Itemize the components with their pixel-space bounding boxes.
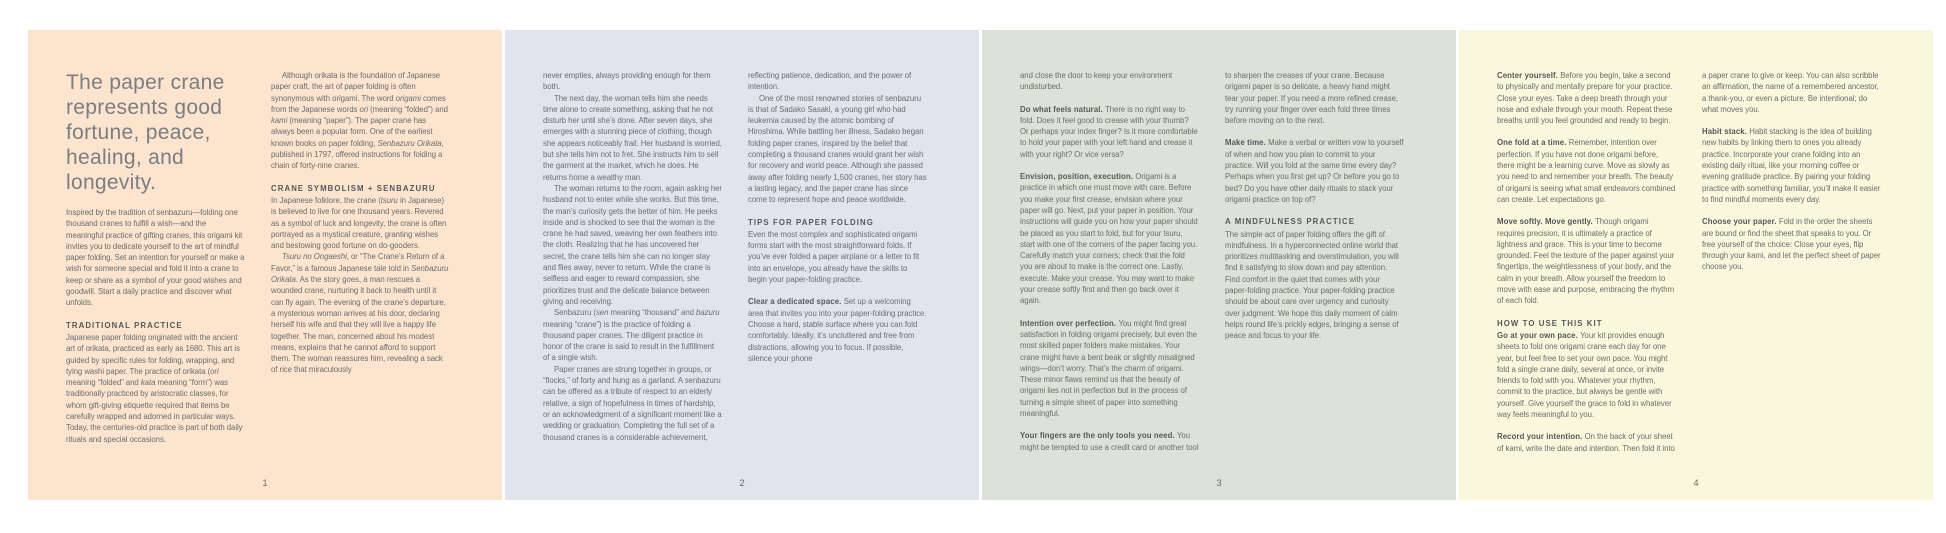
- body-paragraph: Make time. Make a verbal or written vow to yourself of when and how you plan to commit to your practice. Will you fold at the same time every day? Perhaps when you first get up? Or before you go to bed? Do you have other daily rituals to stack your origami practice on top of?: [1225, 138, 1404, 204]
- page-content: [1497, 70, 1881, 464]
- body-paragraph: Intention over perfection. You might find great satisfaction in folding origami precisely, but even the most skilled paper folders make mistakes. Your crane might have a bent beak or slightly misaligned wings—don’t worry. That’s the charm of origami. These minor flaws remind us that the beauty of origami lies not in perfection but in the process of turning a simple sheet of paper into something meaningful.: [1020, 318, 1197, 419]
- body-paragraph: Your fingers are the only tools you need. You might be tempted to use a credit card or another tool to sharpen the creases of your crane. Because origami paper is so delicate, a heavy hand might tear your paper. If you need a more refined crease, try running your finger over each fold three times before moving on to the next.: [1020, 71, 1398, 452]
- body-paragraph: Even the most complex and sophisticated origami forms start with the most straightforward folds. If you’ve ever folded a paper airplane or a letter to fit into an envelope, you already have the skills to begin your paper-folding practice.: [748, 229, 920, 285]
- body-paragraph: One of the most renowned stories of senbazuru is that of Sadako Sasaki, a young girl who had leukemia caused by the atomic bombing of Hiroshima. While battling her illness, Sadako began folding paper cranes, inspired by the belief that completing a thousand cranes would grant her wish for recovery and world peace. Although she passed away after folding nearly 1,500 cranes, her story has a lasting legacy, and the paper crane has since come to represent hope and peace worldwide.: [748, 93, 927, 205]
- body-paragraph: Go at your own pace. Your kit provides enough sheets to fold one origami crane each day for one year, but feel free to set your own pace. You might fold a single crane daily, several at once, or invite friends to fold with you. Whatever your rhythm, commit to the practice, but always be gentle with yourself. Give yourself the grace to fold in whatever way feels meaningful to you.: [1497, 330, 1672, 420]
- body-paragraph: Although orikata is the foundation of Japanese paper craft, the art of paper folding is often synonymous with origami. The word origami comes from the Japanese words ori (meaning “folded”) and kami (meaning “paper”). The paper crane has always been a popular form. One of the earliest known books on paper folding, Senbazuru Orikata, published in 1797, offered instructions for folding a chain of forty-nine cranes.: [271, 71, 448, 171]
- body-paragraph: Center yourself. Before you begin, take a second to physically and mentally prepare for your practice. Close your eyes. Take a deep breath through your nose and exhale through your mouth. Repeat these breaths until you feel grounded and ready to begin.: [1497, 71, 1673, 126]
- section-heading: A MINDFULNESS PRACTICE: [1225, 217, 1356, 227]
- section-heading: CRANE SYMBOLISM + SENBAZURU: [271, 183, 436, 193]
- page-footer: [1459, 478, 1933, 490]
- page-footer: [505, 478, 979, 490]
- body-paragraph: Record your intention. On the back of your sheet of kami, write the date and intention. Then fold it into a paper crane to give or keep. You can also scribble an affirmation, the name of a remembered ancestor, a thank-you, or even a picture. Be intentional; do what moves you.: [1497, 71, 1879, 453]
- body-paragraph: The next day, the woman tells him she needs time alone to create something, asking that he not disturb her until she’s done. After seven days, she emerges with a stunning piece of clothing, though she appears noticeably frail. Her husband is worried, but she tells him not to fret. She instructs him to sell the garment at the market, which he does. He returns home a wealthy man.: [543, 93, 722, 182]
- booklet-page-3: [982, 30, 1456, 500]
- page-headline: The paper crane represents good fortune, peace, healing, and longevity.: [66, 71, 225, 194]
- section-heading: HOW TO USE THIS KIT: [1497, 318, 1603, 328]
- booklet-spread: [28, 30, 1933, 500]
- body-paragraph: never empties, always providing enough for them both.: [543, 71, 711, 92]
- body-paragraph: Senbazuru (sen meaning “thousand” and bazuru meaning “crane”) is the practice of folding a thousand paper cranes. The diligent practice in honor of the crane is said to result in the fulfillment of a single wish.: [543, 308, 720, 363]
- page-footer: [982, 478, 1456, 490]
- body-paragraph: Do what feels natural. There is no right way to fold. Does it feel good to crease with your thumb? Or perhaps your index finger? Is it more comfortable to hold your paper with your left hand and crease it with your right? Or vice versa?: [1020, 104, 1198, 159]
- booklet-page-4: [1459, 30, 1933, 500]
- page-number: 3: [1216, 478, 1222, 489]
- body-paragraph: Inspired by the tradition of senbazuru—folding one thousand cranes to fulfill a wish—and the meaningful practice of gifting cranes, this origami kit invites you to dedicate yourself to the art of mindful paper folding. Set an intention for yourself or make a wish for someone special and fold it into a crane to keep or share as a symbol of your good wishes and goodwill. Start a daily practice and discover what unfolds.: [66, 208, 245, 308]
- body-paragraph: and close the door to keep your environment undisturbed.: [1020, 71, 1173, 92]
- section-heading: TRADITIONAL PRACTICE: [66, 320, 183, 330]
- page-number: 2: [739, 478, 745, 489]
- page-footer: [28, 478, 502, 490]
- body-paragraph: Move softly. Move gently. Though origami requires precision, it is ultimately a practice of lightness and grace. This is your time to become grounded. Feel the texture of the paper against your fingertips, the weightlessness of your body, and the calm in your breath. Allow yourself the freedom to move with ease and purpose, embracing the rhythm of each fold.: [1497, 217, 1675, 306]
- page-number: 1: [262, 478, 268, 489]
- booklet-page-2: [505, 30, 979, 500]
- body-paragraph: Choose your paper. Fold in the order the sheets are bound or find the sheet that speaks to you. Or free yourself of the choice: Close your eyes, flip through your kami, and let the perfect sheet of paper choose you.: [1702, 217, 1881, 272]
- page-content: [1020, 70, 1404, 464]
- body-paragraph: One fold at a time. Remember, intention over perfection. If you have not done origami before, there might be a learning curve. Move as slowly as you need to and remember your breath. The beauty of origami is seeing what small endeavors combined can create. Let expectations go.: [1497, 138, 1676, 204]
- body-paragraph: Habit stack. Habit stacking is the idea of building new habits by linking them to ones you already practice. Incorporate your crane folding into an existing daily ritual, like your morning coffee or evening gratitude practice. By pairing your folding practice with something familiar, you’ll make it easier to find mindful moments every day.: [1702, 127, 1881, 204]
- body-paragraph: Tsuru no Ongaeshi, or “The Crane’s Return of a Favor,” is a famous Japanese tale told in Senbazuru Orikata. As the story goes, a man rescues a wounded crane, nurturing it back to health until it can fly again. The evening of the crane’s departure, a mysterious woman arrives at his door, declaring herself his wife and that they will live a happy life together. The man, concerned about his modest means, explains that he cannot afford to support them. The woman reassures him, revealing a sack of rice that miraculously: [271, 252, 449, 375]
- page-content: [66, 70, 450, 464]
- booklet-page-1: [28, 30, 502, 500]
- section-heading: TIPS FOR PAPER FOLDING: [748, 217, 874, 227]
- page-number: 4: [1693, 478, 1699, 489]
- page-content: [543, 70, 927, 464]
- body-paragraph: Japanese paper folding originated with the ancient art of orikata, practiced as early as 1680. This art is guided by specific rules for folding, wrapping, and tying washi paper. The practice of orikata (ori meaning “folded” and kata meaning “form”) was traditionally practiced by aristocratic classes, for whom gift-giving etiquette required that items be carefully wrapped and adorned in particular ways. Today, the centuries-old practice is part of both daily rituals and special occasions.: [66, 332, 243, 444]
- body-paragraph: Clear a dedicated space. Set up a welcoming area that invites you into your paper-folding practice. Choose a hard, stable surface where you can fold comfortably. Ideally, it’s uncluttered and free from distractions, allowing you to focus. If possible, silence your phone: [748, 297, 927, 363]
- body-paragraph: Envision, position, execution. Origami is a practice in which one must move with care. Before you make your first crease, envision where your paper will go. Next, put your paper in position. Your instructions will guide you on how your paper should be placed as you start to fold, but for your tsuru, start with one of the corners of the paper facing you. Carefully match your corners; check that the fold you are about to make is the correct one. Lastly, execute. Make your crease. You may want to make your crease softly first and then go back over it again.: [1020, 172, 1198, 306]
- body-paragraph: The simple act of paper folding offers the gift of mindfulness. In a hyperconnected online world that prioritizes multitasking and overstimulation, you will find it satisfying to slow down and pay attention. Find comfort in the quiet that comes with your paper-folding practice. Your paper-folding practice should be about care over urgency and curiosity over judgment. We hope this daily moment of calm helps round life’s prickly edges, bringing a sense of peace and focus to your life.: [1225, 229, 1399, 341]
- body-paragraph: In Japanese folklore, the crane (tsuru in Japanese) is believed to live for one thousand years. Revered as a symbol of luck and longevity, the crane is often portrayed as a mystical creature, granting wishes and bestowing good fortune on do-gooders.: [271, 195, 447, 251]
- body-paragraph: Paper cranes are strung together in groups, or “flocks,” of forty and hung as a garland. A senbazuru can be offered as a tribute of respect to an elderly relative, a sign of hopefulness in times of hardship, or an acknowledgment of a significant moment like a wedding or graduation. Completing the full set of a thousand cranes is a considerable achievement, reflecting patience, dedication, and the power of intention.: [543, 71, 912, 442]
- body-paragraph: The woman returns to the room, again asking her husband not to enter while she works. But this time, the man’s curiosity gets the better of him. He peeks inside and is shocked to see that the woman is the crane he had saved, weaving her own feathers into the cloth. Realizing that he has uncovered her secret, the crane tells him she can no longer stay and flies away, never to return. While the crane is selfless and eager to reward compassion, she prioritizes trust and the delicate balance between giving and receiving.: [543, 183, 722, 306]
